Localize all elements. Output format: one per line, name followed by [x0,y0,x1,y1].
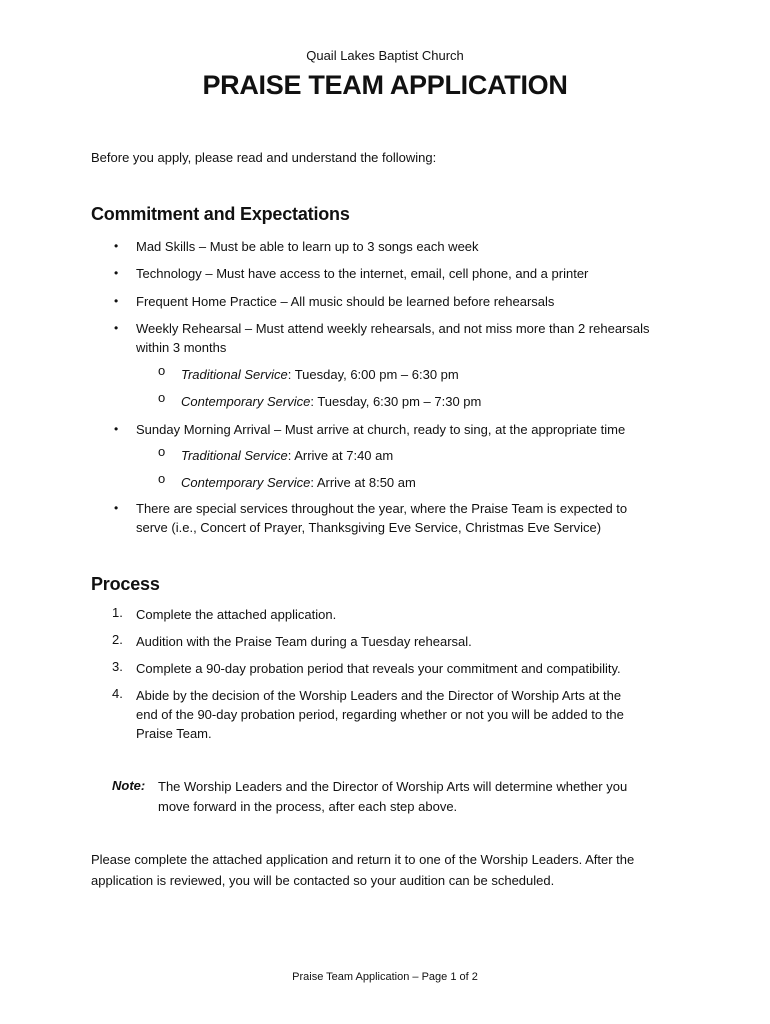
intro-text: Before you apply, please read and understand the following: [91,150,437,165]
sub-list-item [181,365,681,385]
service-detail: : Tuesday, 6:00 pm – 6:30 pm [287,367,459,382]
list-item-text: Sunday Morning Arrival – Must arrive at church, ready to sing, at the appropriate time [136,422,626,437]
service-name: Contemporary Service [181,475,311,490]
list-item-text: Frequent Home Practice – All music should be learned before rehearsals [136,294,555,309]
closing-paragraph [91,849,691,891]
step-number: 1. [112,605,123,620]
page-footer: Praise Team Application – Page 1 of 2 [292,971,478,983]
service-name: Contemporary Service [181,394,311,409]
service-name: Traditional Service [181,448,288,463]
note-line: The Worship Leaders and the Director of Worship Arts will determine whether you [158,779,628,794]
service-name: Traditional Service [181,367,288,382]
note-line: move forward in the process, after each step above. [158,798,458,814]
service-detail: : Arrive at 8:50 am [310,475,416,490]
commitment-heading: Commitment and Expectations [91,204,350,224]
process-heading: Process [91,574,160,594]
step-text-continued: end of the 90-day probation period, regarding whether or not you will be added to the [136,707,624,722]
step-text-continued: Praise Team. [136,726,212,741]
sub-bullet-icon: o [158,390,166,405]
list-item-text: Mad Skills – Must be able to learn up to 3 songs each week [136,239,479,254]
service-detail: : Arrive at 7:40 am [287,448,394,463]
step-number: 3. [112,659,123,674]
bullet-icon: • [114,266,119,280]
bullet-icon: • [114,321,119,335]
bullet-icon: • [114,239,119,253]
step-text: Complete the attached application. [136,607,337,622]
list-item-text: Technology – Must have access to the internet, email, cell phone, and a printer [136,266,589,281]
step-number: 2. [112,632,123,647]
sub-list-item [181,392,681,412]
step-text: Audition with the Praise Team during a Tuesday rehearsal. [136,634,472,649]
step-text: Abide by the decision of the Worship Leaders and the Director of Worship Arts at the [136,688,622,703]
page-title: PRAISE TEAM APPLICATION [202,70,568,100]
service-detail: : Tuesday, 6:30 pm – 7:30 pm [310,394,482,409]
step-text: Complete a 90-day probation period that reveals your commitment and compatibility. [136,661,621,676]
list-item-text-continued: serve (i.e., Concert of Prayer, Thanksgiving Eve Service, Christmas Eve Service) [136,520,602,535]
list-item-text: Weekly Rehearsal – Must attend weekly rehearsals, and not miss more than 2 rehearsals [136,321,650,336]
sub-list-item [181,473,681,493]
note-label: Note: [112,778,146,793]
note-text [158,777,698,816]
closing-line: application is reviewed, you will be contacted so your audition can be scheduled. [91,873,555,888]
sub-bullet-icon: o [158,363,166,378]
sub-list-item [181,446,681,466]
closing-line: Please complete the attached application and return it to one of the Worship Leaders. After the [91,852,635,867]
bullet-icon: • [114,294,119,308]
sub-bullet-icon: o [158,471,166,486]
step-number: 4. [112,686,123,701]
bullet-icon: • [114,422,119,436]
list-item-text-continued: within 3 months [136,340,227,355]
bullet-icon: • [114,501,119,515]
sub-bullet-icon: o [158,444,166,459]
organization-name: Quail Lakes Baptist Church [306,48,464,63]
list-item-text: There are special services throughout the year, where the Praise Team is expected to [136,501,628,516]
